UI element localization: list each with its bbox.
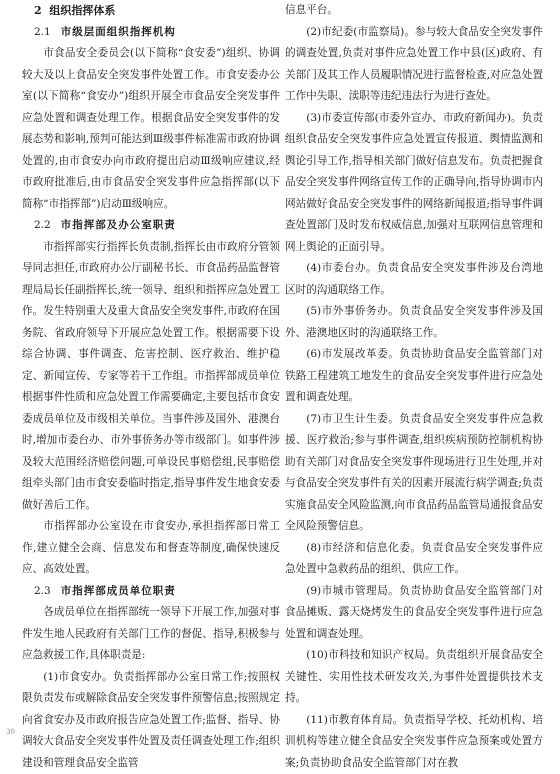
subsection-heading-2-2 bbox=[22, 215, 280, 237]
paragraph: 市指挥部办公室设在市食安办,承担指挥部日常工作,建立健全会商、信息发布和督查等制度,确保快速反应、高效处置。 bbox=[22, 516, 280, 581]
subsection-number: 2.3 bbox=[34, 585, 51, 597]
paragraph: 市指挥部实行指挥长负责制,指挥长由市政府分管领导同志担任,市政府办公厅副秘书长、市食品药品监督管理局局长任副指挥长,统一领导、组织和指挥应急处置工作。发生特别重大及重大食品安全突发事件,市政府在国务院、省政府领导下开展应急处置工作。根据需要下设综合协调、事件调查、危害控制、医疗救治、维护稳定、新闻宣传、专家等若干工作组。市指挥部成员单位根据事件性质和应急处置工作需要确定,主要包括市食安委成员单位及市级相关单位。当事件涉及国外、港澳台时,增加市委台办、市外事侨务办等市级部门。如事件涉及较大范围经济赔偿问题,可单设民事赔偿组,民事赔偿组牵头部门由市食安委临时指定,指导事件发生地食安委做好善后工作。 bbox=[22, 237, 280, 517]
subsection-title: 市指挥部成员单位职责 bbox=[61, 585, 176, 597]
subsection-title: 市级层面组织指挥机构 bbox=[61, 26, 176, 38]
page-number: 30 bbox=[0, 727, 560, 737]
subsection-heading-2-1 bbox=[22, 22, 280, 44]
section-title: 组织指挥体系 bbox=[49, 4, 115, 17]
right-column bbox=[285, 0, 543, 774]
paragraph: (4)市委台办。负责食品安全突发事件涉及台湾地区时的沟通联络工作。 bbox=[285, 258, 543, 301]
subsection-number: 2.1 bbox=[34, 26, 51, 38]
paragraph: (9)市城市管理局。负责协助食品安全监管部门对食品摊贩、露天烧烤发生的食品安全突发事件进行应急处置和调查处理。 bbox=[285, 581, 543, 646]
paragraph: (5)市外事侨务办。负责食品安全突发事件涉及国外、港澳地区时的沟通联络工作。 bbox=[285, 301, 543, 344]
section-heading bbox=[22, 0, 280, 22]
paragraph: (7)市卫生计生委。负责食品安全突发事件应急救援、医疗救治;参与事件调查,组织疾病预防控制机构协助有关部门对食品安全突发事件现场进行卫生处理,并对与食品安全突发事件有关的因素开展流行病学调查;负责实施食品安全风险监测,向市食品药品监管局通报食品安全风险预警信息。 bbox=[285, 409, 543, 538]
left-column bbox=[22, 0, 280, 774]
paragraph: (10)市科技和知识产权局。负责组织开展食品安全关键性、实用性技术研发攻关,为事件处置提供技术支持。 bbox=[285, 645, 543, 710]
paragraph: (3)市委宣传部(市委外宣办、市政府新闻办)。负责组织食品安全突发事件应急处置宣传报道、舆情监测和舆论引导工作,指导相关部门做好信息发布。负责把握食品安全突发事件网络宣传工作的正确导向,指导协调市内网站做好食品安全突发事件的网络新闻报道;指导事件调查处置部门及时发布权威信息,加强对互联网信息管理和网上舆论的正面引导。 bbox=[285, 108, 543, 259]
paragraph: 各成员单位在指挥部统一领导下开展工作,加强对事件发生地人民政府有关部门工作的督促、指导,积极参与应急救援工作,具体职责是: bbox=[22, 602, 280, 667]
section-number: 2 bbox=[34, 4, 42, 17]
paragraph: (6)市发展改革委。负责协助食品安全监管部门对铁路工程建筑工地发生的食品安全突发事件进行应急处置和调查处理。 bbox=[285, 344, 543, 409]
paragraph: (11)市教育体育局。负责指导学校、托幼机构、培训机构等建立健全食品安全突发事件应急预案或处置方案;负责协助食品安全监管部门对在教 bbox=[285, 710, 543, 774]
paragraph: (2)市纪委(市监察局)。参与较大食品安全突发事件的调查处置,负责对事件应急处置工作中县(区)政府、有关部门及其工作人员履职情况进行监督检查,对应急处置工作中失职、渎职等违纪违法行为进行查处。 bbox=[285, 22, 543, 108]
paragraph: 市食品安全委员会(以下简称“食安委”)组织、协调较大及以上食品安全突发事件处置工作。市食安委办公室(以下简称“食安办”)组织开展全市食品安全突发事件应急处置和调查处理工作。根据食品安全突发事件的发展态势和影响,预判可能达到Ⅲ级事件标准需市政府协调处置的,由市食安办向市政府提出启动Ⅲ级响应建议,经市政府批准后,由市食品安全突发事件应急指挥部(以下简称“市指挥部”)启动Ⅲ级响应。 bbox=[22, 43, 280, 215]
subsection-number: 2.2 bbox=[34, 219, 51, 231]
subsection-heading-2-3 bbox=[22, 581, 280, 603]
paragraph: 信息平台。 bbox=[285, 0, 543, 22]
paragraph: (1)市食安办。负责指挥部办公室日常工作;按照权限负责发布或解除食品安全突发事件预警信息;按照规定向省食安办及市政府报告应急处置工作;监督、指导、协调较大食品安全突发事件处置及责任调查处理工作;组织建设和管理食品安全监管 bbox=[22, 667, 280, 774]
subsection-title: 市指挥部及办公室职责 bbox=[61, 219, 176, 231]
paragraph: (8)市经济和信息化委。负责食品安全突发事件应急处置中急救药品的组织、供应工作。 bbox=[285, 538, 543, 581]
